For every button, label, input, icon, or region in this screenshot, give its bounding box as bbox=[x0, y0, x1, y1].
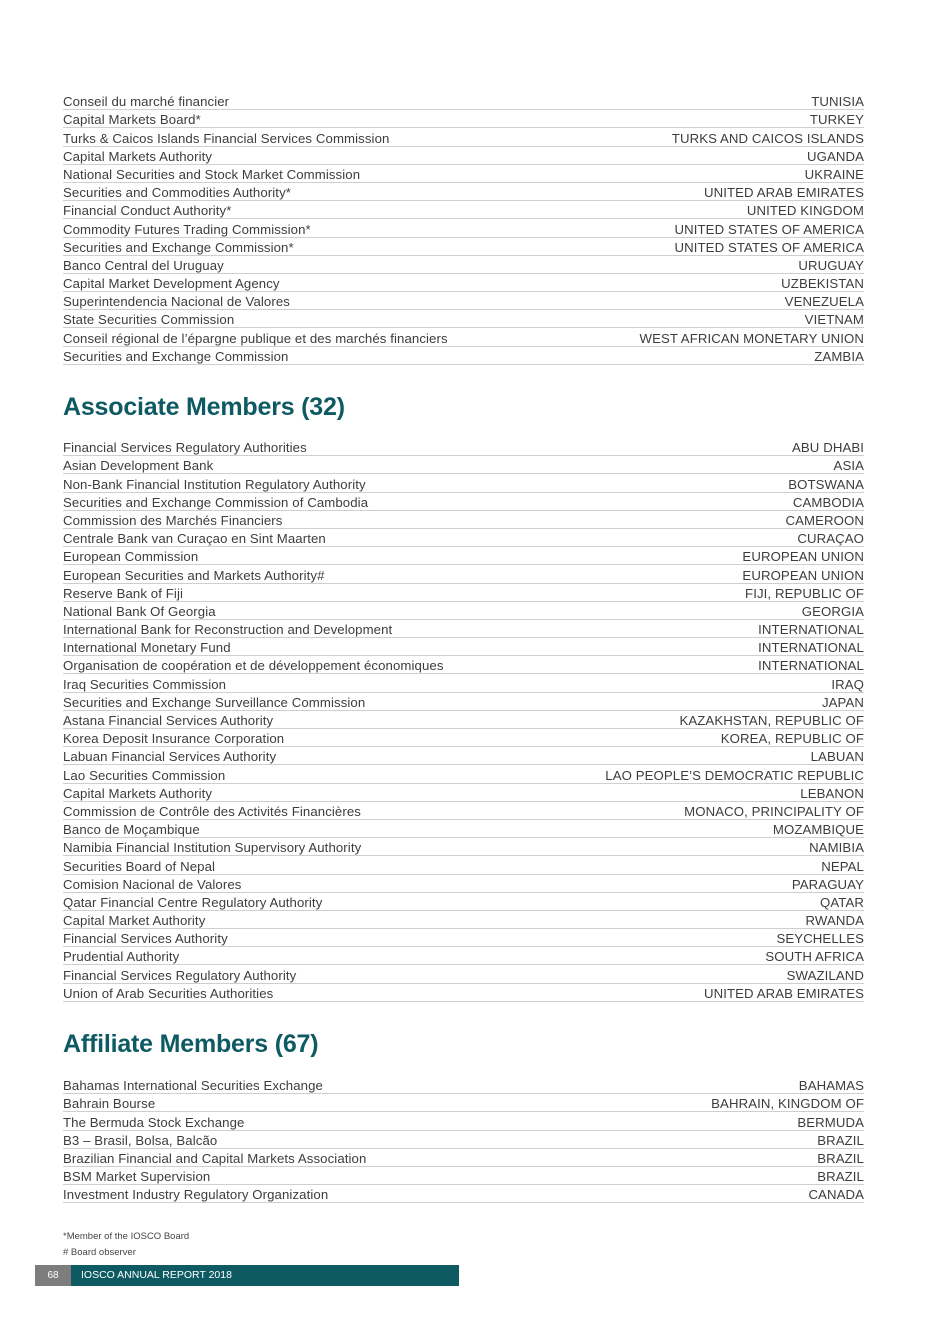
organization-name: Securities and Commodities Authority* bbox=[63, 185, 291, 201]
organization-name: Investment Industry Regulatory Organization bbox=[63, 1187, 329, 1203]
organization-name: Financial Conduct Authority* bbox=[63, 203, 232, 219]
organization-name: European Securities and Markets Authority# bbox=[63, 567, 325, 583]
list-item bbox=[63, 110, 864, 128]
jurisdiction-name: RWANDA bbox=[805, 913, 864, 929]
organization-name: Financial Services Regulatory Authorities bbox=[63, 440, 307, 456]
jurisdiction-name: INTERNATIONAL bbox=[758, 640, 864, 656]
jurisdiction-name: FIJI, REPUBLIC OF bbox=[745, 585, 864, 601]
report-title: IOSCO ANNUAL REPORT 2018 bbox=[71, 1265, 459, 1286]
jurisdiction-name: LAO PEOPLE’S DEMOCRATIC REPUBLIC bbox=[605, 767, 864, 783]
jurisdiction-name: ZAMBIA bbox=[814, 348, 864, 364]
jurisdiction-name: ABU DHABI bbox=[792, 440, 864, 456]
organization-name: Conseil régional de l’épargne publique et des marchés financiers bbox=[63, 330, 448, 346]
list-item bbox=[63, 274, 864, 292]
jurisdiction-name: ASIA bbox=[833, 458, 864, 474]
jurisdiction-name: SWAZILAND bbox=[786, 967, 864, 983]
organization-name: Korea Deposit Insurance Corporation bbox=[63, 731, 285, 747]
organization-name: Asian Development Bank bbox=[63, 458, 214, 474]
organization-name: BSM Market Supervision bbox=[63, 1169, 211, 1185]
list-item bbox=[63, 656, 864, 674]
jurisdiction-name: BRAZIL bbox=[817, 1150, 864, 1166]
jurisdiction-name: CANADA bbox=[808, 1187, 864, 1203]
organization-name: Turks & Caicos Islands Financial Services Commission bbox=[63, 130, 390, 146]
jurisdiction-name: LABUAN bbox=[810, 749, 864, 765]
jurisdiction-name: IRAQ bbox=[831, 676, 864, 692]
jurisdiction-name: BRAZIL bbox=[817, 1169, 864, 1185]
list-item bbox=[63, 802, 864, 820]
jurisdiction-name: UZBEKISTAN bbox=[781, 276, 864, 292]
organization-name: Commission de Contrôle des Activités Financières bbox=[63, 803, 361, 819]
organization-name: National Bank Of Georgia bbox=[63, 603, 216, 619]
list-item bbox=[63, 493, 864, 511]
jurisdiction-name: BAHAMAS bbox=[798, 1078, 864, 1094]
ordinary-members-list bbox=[63, 92, 864, 365]
jurisdiction-name: UNITED STATES OF AMERICA bbox=[674, 221, 864, 237]
organization-name: Securities and Exchange Surveillance Commission bbox=[63, 694, 366, 710]
list-item bbox=[63, 1185, 864, 1203]
organization-name: Non-Bank Financial Institution Regulatory Authority bbox=[63, 476, 366, 492]
organization-name: International Monetary Fund bbox=[63, 640, 231, 656]
list-item bbox=[63, 1094, 864, 1112]
list-item bbox=[63, 893, 864, 911]
associate-members-heading: Associate Members (32) bbox=[63, 393, 345, 421]
organization-name: Union of Arab Securities Authorities bbox=[63, 985, 274, 1001]
list-item bbox=[63, 620, 864, 638]
list-item bbox=[63, 838, 864, 856]
list-item bbox=[63, 1149, 864, 1167]
list-item bbox=[63, 856, 864, 874]
jurisdiction-name: CURAÇAO bbox=[797, 531, 864, 547]
list-item bbox=[63, 310, 864, 328]
organization-name: Securities and Exchange Commission* bbox=[63, 239, 294, 255]
list-item bbox=[63, 602, 864, 620]
list-item bbox=[63, 219, 864, 237]
list-item bbox=[63, 765, 864, 783]
organization-name: Labuan Financial Services Authority bbox=[63, 749, 277, 765]
organization-name: The Bermuda Stock Exchange bbox=[63, 1114, 245, 1130]
jurisdiction-name: JAPAN bbox=[821, 694, 864, 710]
organization-name: Capital Markets Authority bbox=[63, 148, 213, 164]
organization-name: Banco Central del Uruguay bbox=[63, 257, 224, 273]
list-item bbox=[63, 984, 864, 1002]
jurisdiction-name: BERMUDA bbox=[797, 1114, 864, 1130]
organization-name: Qatar Financial Centre Regulatory Authority bbox=[63, 894, 323, 910]
organization-name: European Commission bbox=[63, 549, 199, 565]
jurisdiction-name: EUROPEAN UNION bbox=[742, 549, 864, 565]
jurisdiction-name: BOTSWANA bbox=[788, 476, 864, 492]
jurisdiction-name: INTERNATIONAL bbox=[758, 622, 864, 638]
list-item bbox=[63, 438, 864, 456]
jurisdiction-name: MOZAMBIQUE bbox=[772, 822, 864, 838]
associate-members-list bbox=[63, 438, 864, 1002]
organization-name: International Bank for Reconstruction and Development bbox=[63, 622, 393, 638]
list-item bbox=[63, 911, 864, 929]
organization-name: Brazilian Financial and Capital Markets Association bbox=[63, 1150, 367, 1166]
list-item bbox=[63, 711, 864, 729]
organization-name: Capital Market Development Agency bbox=[63, 276, 280, 292]
jurisdiction-name: UNITED ARAB EMIRATES bbox=[703, 185, 864, 201]
list-item bbox=[63, 474, 864, 492]
list-item bbox=[63, 128, 864, 146]
organization-name: Financial Services Regulatory Authority bbox=[63, 967, 297, 983]
jurisdiction-name: TURKEY bbox=[809, 112, 864, 128]
jurisdiction-name: MONACO, PRINCIPALITY OF bbox=[684, 803, 864, 819]
list-item bbox=[63, 820, 864, 838]
list-item bbox=[63, 92, 864, 110]
organization-name: State Securities Commission bbox=[63, 312, 235, 328]
list-item bbox=[63, 565, 864, 583]
organization-name: Securities and Exchange Commission of Cambodia bbox=[63, 494, 369, 510]
list-item bbox=[63, 328, 864, 346]
jurisdiction-name: URUGUAY bbox=[798, 257, 864, 273]
organization-name: Comision Nacional de Valores bbox=[63, 876, 242, 892]
list-item bbox=[63, 511, 864, 529]
jurisdiction-name: LEBANON bbox=[800, 785, 864, 801]
list-item bbox=[63, 1076, 864, 1094]
list-item bbox=[63, 183, 864, 201]
jurisdiction-name: GEORGIA bbox=[801, 603, 864, 619]
list-item bbox=[63, 1131, 864, 1149]
jurisdiction-name: BRAZIL bbox=[817, 1132, 864, 1148]
list-item bbox=[63, 547, 864, 565]
organization-name: Commission des Marchés Financiers bbox=[63, 512, 283, 528]
jurisdiction-name: KAZAKHSTAN, REPUBLIC OF bbox=[679, 713, 864, 728]
jurisdiction-name: BAHRAIN, KINGDOM OF bbox=[711, 1096, 864, 1112]
jurisdiction-name: SOUTH AFRICA bbox=[765, 949, 864, 965]
list-item bbox=[63, 674, 864, 692]
organization-name: Financial Services Authority bbox=[63, 931, 228, 947]
list-item bbox=[63, 965, 864, 983]
organization-name: National Securities and Stock Market Commission bbox=[63, 166, 361, 182]
list-item bbox=[63, 165, 864, 183]
organization-name: B3 – Brasil, Bolsa, Balcão bbox=[63, 1132, 218, 1148]
list-item bbox=[63, 238, 864, 256]
jurisdiction-name: TUNISIA bbox=[811, 94, 864, 110]
list-item bbox=[63, 693, 864, 711]
affiliate-members-heading: Affiliate Members (67) bbox=[63, 1030, 319, 1058]
jurisdiction-name: VENEZUELA bbox=[784, 294, 864, 310]
jurisdiction-name: CAMEROON bbox=[785, 512, 864, 528]
jurisdiction-name: NEPAL bbox=[821, 858, 864, 874]
page-number: 68 bbox=[35, 1265, 71, 1286]
organization-name: Bahamas International Securities Exchange bbox=[63, 1078, 323, 1094]
affiliate-members-list bbox=[63, 1076, 864, 1203]
list-item bbox=[63, 947, 864, 965]
list-item bbox=[63, 292, 864, 310]
list-item bbox=[63, 201, 864, 219]
jurisdiction-name: TURKS AND CAICOS ISLANDS bbox=[671, 130, 864, 146]
list-item bbox=[63, 347, 864, 365]
organization-name: Commodity Futures Trading Commission* bbox=[63, 221, 311, 237]
page-footer bbox=[35, 1265, 459, 1286]
jurisdiction-name: PARAGUAY bbox=[791, 876, 864, 892]
list-item bbox=[63, 729, 864, 747]
list-item bbox=[63, 784, 864, 802]
organization-name: Centrale Bank van Curaçao en Sint Maarten bbox=[63, 531, 326, 547]
list-item bbox=[63, 529, 864, 547]
list-item bbox=[63, 638, 864, 656]
organization-name: Reserve Bank of Fiji bbox=[63, 585, 183, 601]
jurisdiction-name: INTERNATIONAL bbox=[758, 658, 864, 674]
jurisdiction-name: EUROPEAN UNION bbox=[742, 567, 864, 583]
organization-name: Capital Markets Board* bbox=[63, 112, 201, 128]
organization-name: Securities and Exchange Commission bbox=[63, 348, 289, 364]
list-item bbox=[63, 584, 864, 602]
organization-name: Capital Market Authority bbox=[63, 913, 206, 929]
jurisdiction-name: NAMIBIA bbox=[809, 840, 864, 856]
board-member-note: *Member of the IOSCO Board bbox=[63, 1231, 190, 1242]
organization-name: Conseil du marché financier bbox=[63, 94, 230, 110]
list-item bbox=[63, 1112, 864, 1130]
list-item bbox=[63, 1167, 864, 1185]
jurisdiction-name: QATAR bbox=[820, 894, 864, 910]
jurisdiction-name: UNITED STATES OF AMERICA bbox=[674, 239, 864, 255]
organization-name: Organisation de coopération et de développement économiques bbox=[63, 658, 444, 674]
list-item bbox=[63, 875, 864, 893]
list-item bbox=[63, 747, 864, 765]
organization-name: Bahrain Bourse bbox=[63, 1096, 156, 1112]
jurisdiction-name: WEST AFRICAN MONETARY UNION bbox=[639, 330, 864, 346]
jurisdiction-name: VIETNAM bbox=[804, 312, 864, 328]
jurisdiction-name: CAMBODIA bbox=[792, 494, 864, 510]
organization-name: Prudential Authority bbox=[63, 949, 180, 965]
jurisdiction-name: UKRAINE bbox=[804, 166, 864, 182]
organization-name: Securities Board of Nepal bbox=[63, 858, 216, 874]
list-item bbox=[63, 929, 864, 947]
organization-name: Iraq Securities Commission bbox=[63, 676, 227, 692]
organization-name: Astana Financial Services Authority bbox=[63, 713, 274, 728]
board-observer-note: # Board observer bbox=[63, 1247, 136, 1258]
footnotes bbox=[63, 1229, 189, 1261]
organization-name: Lao Securities Commission bbox=[63, 767, 226, 783]
jurisdiction-name: SEYCHELLES bbox=[776, 931, 864, 947]
organization-name: Banco de Moçambique bbox=[63, 822, 200, 838]
list-item bbox=[63, 256, 864, 274]
jurisdiction-name: UNITED ARAB EMIRATES bbox=[703, 985, 864, 1001]
organization-name: Superintendencia Nacional de Valores bbox=[63, 294, 290, 310]
organization-name: Capital Markets Authority bbox=[63, 785, 213, 801]
jurisdiction-name: UNITED KINGDOM bbox=[746, 203, 864, 219]
list-item bbox=[63, 456, 864, 474]
organization-name: Namibia Financial Institution Supervisory Authority bbox=[63, 840, 362, 856]
jurisdiction-name: UGANDA bbox=[806, 148, 864, 164]
jurisdiction-name: KOREA, REPUBLIC OF bbox=[720, 731, 864, 747]
list-item bbox=[63, 147, 864, 165]
